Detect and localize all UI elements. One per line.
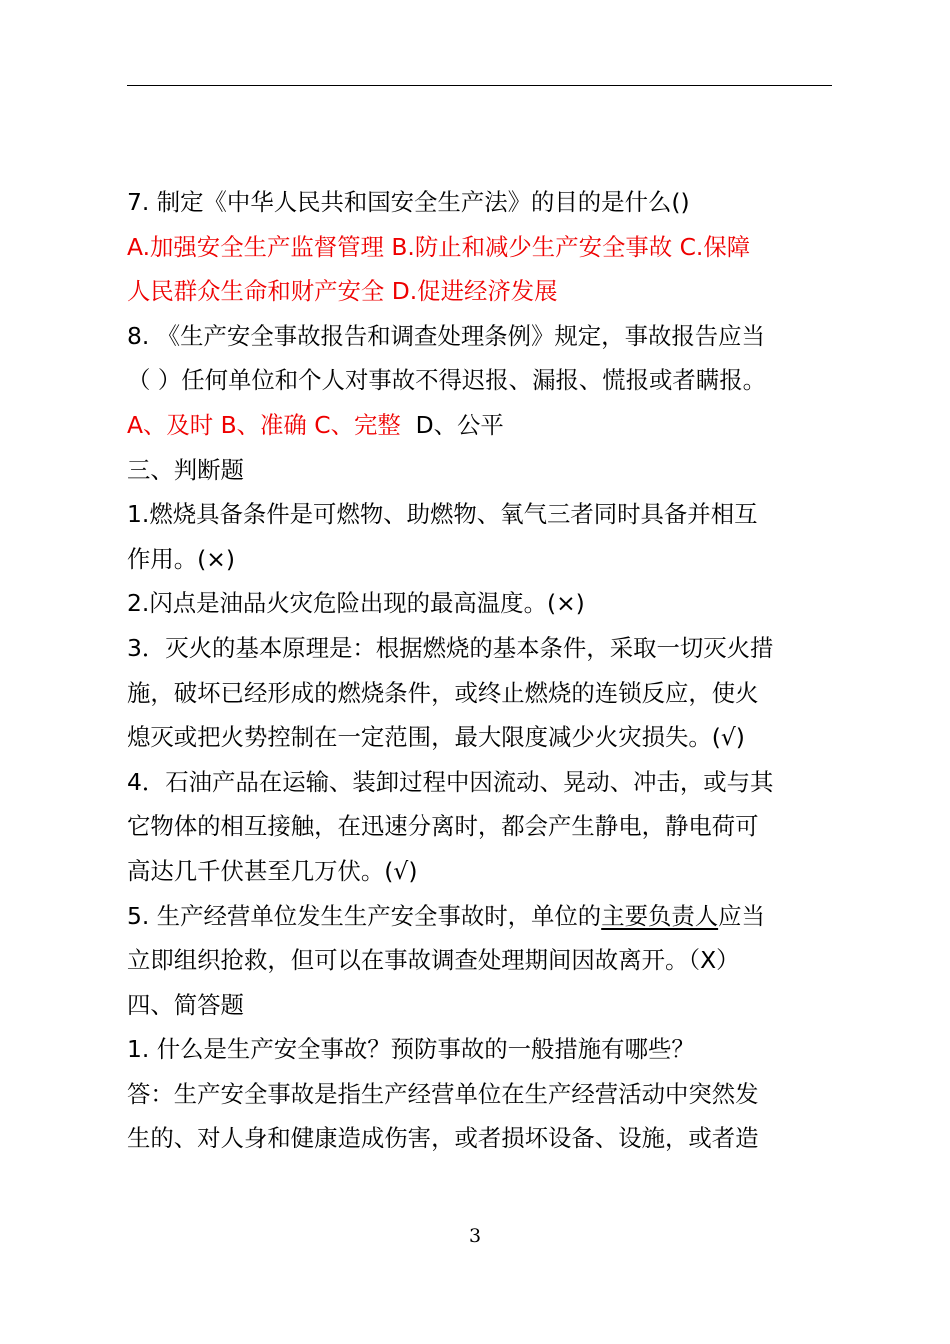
judge-item4-line1: 4．石油产品在运输、装卸过程中因流动、晃动、冲击，或与其 [127,767,774,796]
section-4-title: 四、简答题 [127,990,244,1019]
judge-item4-line3: 高达几千伏甚至几万伏。(√) [127,856,418,885]
judge-item1-line1: 1.燃烧具备条件是可燃物、助燃物、氧气三者同时具备并相互 [127,500,758,529]
short-answer-line2: 生的、对人身和健康造成伤害，或者损坏设备、设施，或者造 [127,1124,759,1153]
page-number: 3 [468,1225,482,1247]
q8-options-correct: A、及时 B、准确 C、完整 [127,410,401,439]
judge-item1-line2: 作用。(×) [127,544,236,573]
short-answer-q1: 1. 什么是生产安全事故？预防事故的一般措施有哪些？ [127,1035,695,1064]
header-rule [127,85,832,86]
q8-option-d: D、公平 [415,410,504,439]
q8-options [127,403,837,448]
judge-item5-pre: 5. 生产经营单位发生生产安全事故时，单位的 [127,901,602,930]
judge-item4-line2: 它物体的相互接触，在迅速分离时，都会产生静电，静电荷可 [127,812,759,841]
section-3-title: 三、判断题 [127,455,244,484]
q8-stem-line2: （ ）任何单位和个人对事故不得迟报、漏报、慌报或者瞒报。 [127,366,766,395]
judge-item2: 2.闪点是油品火灾危险出现的最高温度。(×) [127,589,585,618]
judge-item3-line3: 熄灭或把火势控制在一定范围，最大限度减少火灾损失。(√) [127,723,745,752]
judge-item5-line1 [127,894,837,939]
q7-options-line1: A.加强安全生产监督管理 B.防止和减少生产安全事故 C.保障 [127,232,751,261]
judge-item5-underlined: 主要负责人 [601,901,719,930]
short-answer-line1: 答：生产安全事故是指生产经营单位在生产经营活动中突然发 [127,1079,759,1108]
judge-item5-line2: 立即组织抢救，但可以在事故调查处理期间因故离开。（X） [127,946,740,975]
q7-stem: 7. 制定《中华人民共和国安全生产法》的目的是什么() [127,188,690,216]
judge-item3-line2: 施，破坏已经形成的燃烧条件，或终止燃烧的连锁反应，使火 [127,678,759,707]
q8-stem-line1: 8. 《生产安全事故报告和调查处理条例》规定，事故报告应当 [127,321,765,350]
judge-item5-post: 应当 [718,901,765,930]
judge-item3-line1: 3．灭火的基本原理是：根据燃烧的基本条件，采取一切灭火措 [127,633,774,662]
document-body [127,180,837,1161]
q7-options-line2: 人民群众生命和财产安全 D.促进经济发展 [127,277,558,306]
